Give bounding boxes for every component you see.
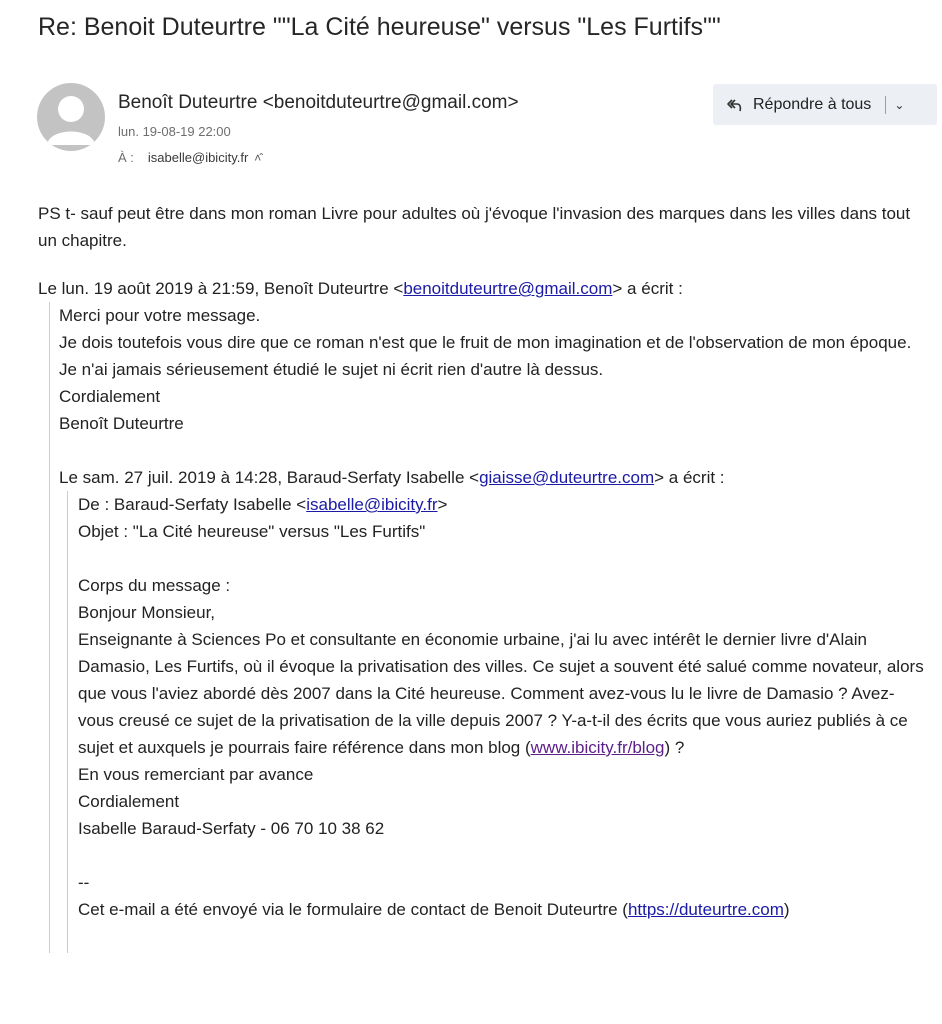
reply-all-label: Répondre à tous — [753, 95, 872, 113]
ps-paragraph: PS t- sauf peut être dans mon roman Livre pour adultes où j'évoque l'invasion des marques dans les villes dans tout un chapitre. — [38, 204, 911, 250]
email-body — [38, 200, 928, 953]
footer-before: Cet e-mail a été envoyé via le formulaire de contact de Benoit Duteurtre ( — [78, 900, 628, 919]
from-line — [78, 491, 928, 518]
recipient-row — [118, 150, 261, 165]
double-chevron-up-icon[interactable]: ˄̂ — [254, 150, 262, 165]
email-subject: Re: Benoit Duteurtre ""La Cité heureuse" versus "Les Furtifs"" — [38, 13, 721, 41]
signature-line: Isabelle Baraud-Serfaty - 06 70 10 38 62 — [78, 819, 385, 838]
recipient-address[interactable]: isabelle@ibicity.fr — [147, 150, 249, 165]
message-paragraph — [78, 626, 928, 761]
quoted-original-message — [67, 491, 928, 953]
isabelle-email-link[interactable]: isabelle@ibicity.fr — [306, 495, 438, 514]
message-after: ) ? — [664, 738, 685, 757]
thanks-line: En vous remerciant par avance — [78, 765, 314, 784]
closing-line: Cordialement — [78, 792, 180, 811]
to-label: À : — [118, 150, 134, 165]
object-line: Objet : "La Cité heureuse" versus "Les Furtifs" — [78, 522, 426, 541]
person-avatar-icon — [37, 83, 105, 151]
email-date: lun. 19-08-19 22:00 — [118, 124, 231, 139]
quote2-intro-before: Le sam. 27 juil. 2019 à 14:28, Baraud-Serfaty Isabelle < — [59, 468, 480, 487]
sender-email-link[interactable]: benoitduteurtre@gmail.com — [403, 279, 613, 298]
from-after: > — [437, 495, 448, 514]
chevron-down-icon[interactable]: ⌄ — [894, 97, 905, 112]
reply-line: Cordialement — [59, 387, 161, 406]
footer-after: ) — [783, 900, 790, 919]
reply-line: Je dois toutefois vous dire que ce roman n'est que le fruit de mon imagination et de l'observation de mon époque. Je n'ai jamais sérieusement étudié le sujet ni écrit rien d'autre là dessus. — [59, 333, 912, 379]
message-before: Enseignante à Sciences Po et consultante en économie urbaine, j'ai lu avec intérêt le dernier livre d'Alain Damasio, Les Furtifs, où il évoque la privatisation des villes. Ce sujet a souvent été salué comme novateur, alors que vous l'aviez abordé dès 2007 dans la Cité heureuse. Comment avez-vous lu le livre de Damasio ? Avez-vous creusé ce sujet de la privatisation de la ville depuis 2007 ? Y-a-t-il des écrits que vous auriez publiés à ce sujet et auxquels je pourrais faire référence dans mon blog ( — [78, 630, 924, 757]
giaisse-email-link[interactable]: giaisse@duteurtre.com — [479, 468, 655, 487]
reply-line: Benoît Duteurtre — [59, 414, 184, 433]
footer-line — [78, 896, 928, 923]
greeting-line: Bonjour Monsieur, — [78, 603, 216, 622]
quote1-intro-after: > a écrit : — [612, 279, 683, 298]
from-before: De : Baraud-Serfaty Isabelle < — [78, 495, 307, 514]
quoted-reply — [49, 302, 928, 953]
quote1-intro — [38, 275, 928, 302]
blog-link[interactable]: www.ibicity.fr/blog — [530, 738, 665, 757]
quote2-intro-after: > a écrit : — [654, 468, 725, 487]
reply-line: Merci pour votre message. — [59, 306, 261, 325]
reply-all-button[interactable] — [713, 84, 937, 125]
reply-all-icon — [725, 96, 743, 114]
button-divider — [885, 96, 886, 114]
quote2-intro — [59, 464, 928, 491]
sender-name: Benoît Duteurtre <benoitduteurtre@gmail.com> — [118, 92, 519, 113]
quote1-intro-before: Le lun. 19 août 2019 à 21:59, Benoît Duteurtre < — [38, 279, 404, 298]
corps-label: Corps du message : — [78, 576, 231, 595]
duteurtre-site-link[interactable]: https://duteurtre.com — [627, 900, 784, 919]
signature-separator: -- — [78, 873, 90, 892]
